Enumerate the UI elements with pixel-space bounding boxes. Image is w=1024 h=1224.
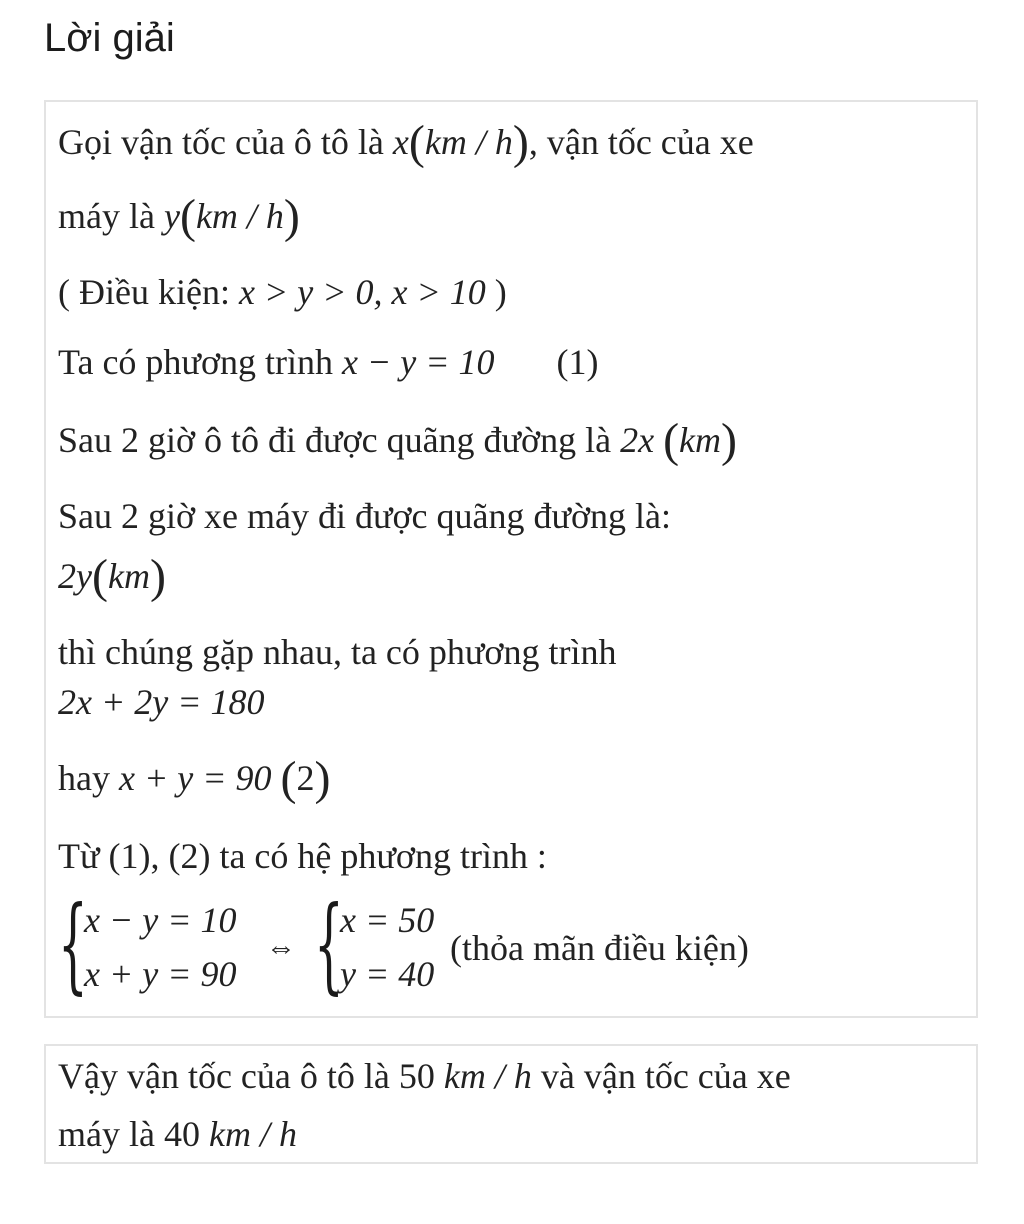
conclusion-line-2: máy là 40 km / h [58,1114,297,1154]
solution-line-10: hay x + y = 90 (2) [58,752,331,805]
solution-line-2: máy là y(km / h) [58,190,300,243]
conclusion-line-1: Vậy vận tốc của ô tô là 50 km / h và vận tốc của xe [58,1056,791,1096]
right-brace-icon: { [314,883,344,1005]
solution-line-4: Ta có phương trình x − y = 10 (1) [58,342,599,382]
page-title: Lời giải [44,16,175,60]
solution-line-5: Sau 2 giờ ô tô đi được quãng đường là 2x (km) [58,414,738,467]
solution-line-1: Gọi vận tốc của ô tô là x(km / h), vận tốc của xe [58,116,754,169]
solution-line-7: 2y(km) [58,550,166,603]
solution-line-6: Sau 2 giờ xe máy đi được quãng đường là: [58,496,672,536]
left-brace-icon: { [58,883,88,1005]
solution-line-11: Từ (1), (2) ta có hệ phương trình : [58,836,547,876]
solution-line-8: thì chúng gặp nhau, ta có phương trình [58,632,617,672]
solution-line-9: 2x + 2y = 180 [58,682,265,722]
solution-box [44,100,978,1018]
equivalence-arrow-icon: ⇔ [266,931,296,964]
solution-line-3: ( Điều kiện: x > y > 0, x > 10 ) [58,272,507,312]
conclusion-box [44,1044,978,1164]
equation-system: { x − y = 10 x + y = 90 ⇔ { x = 50 y = 40 (thỏa mãn điều kiện) [58,883,749,1005]
